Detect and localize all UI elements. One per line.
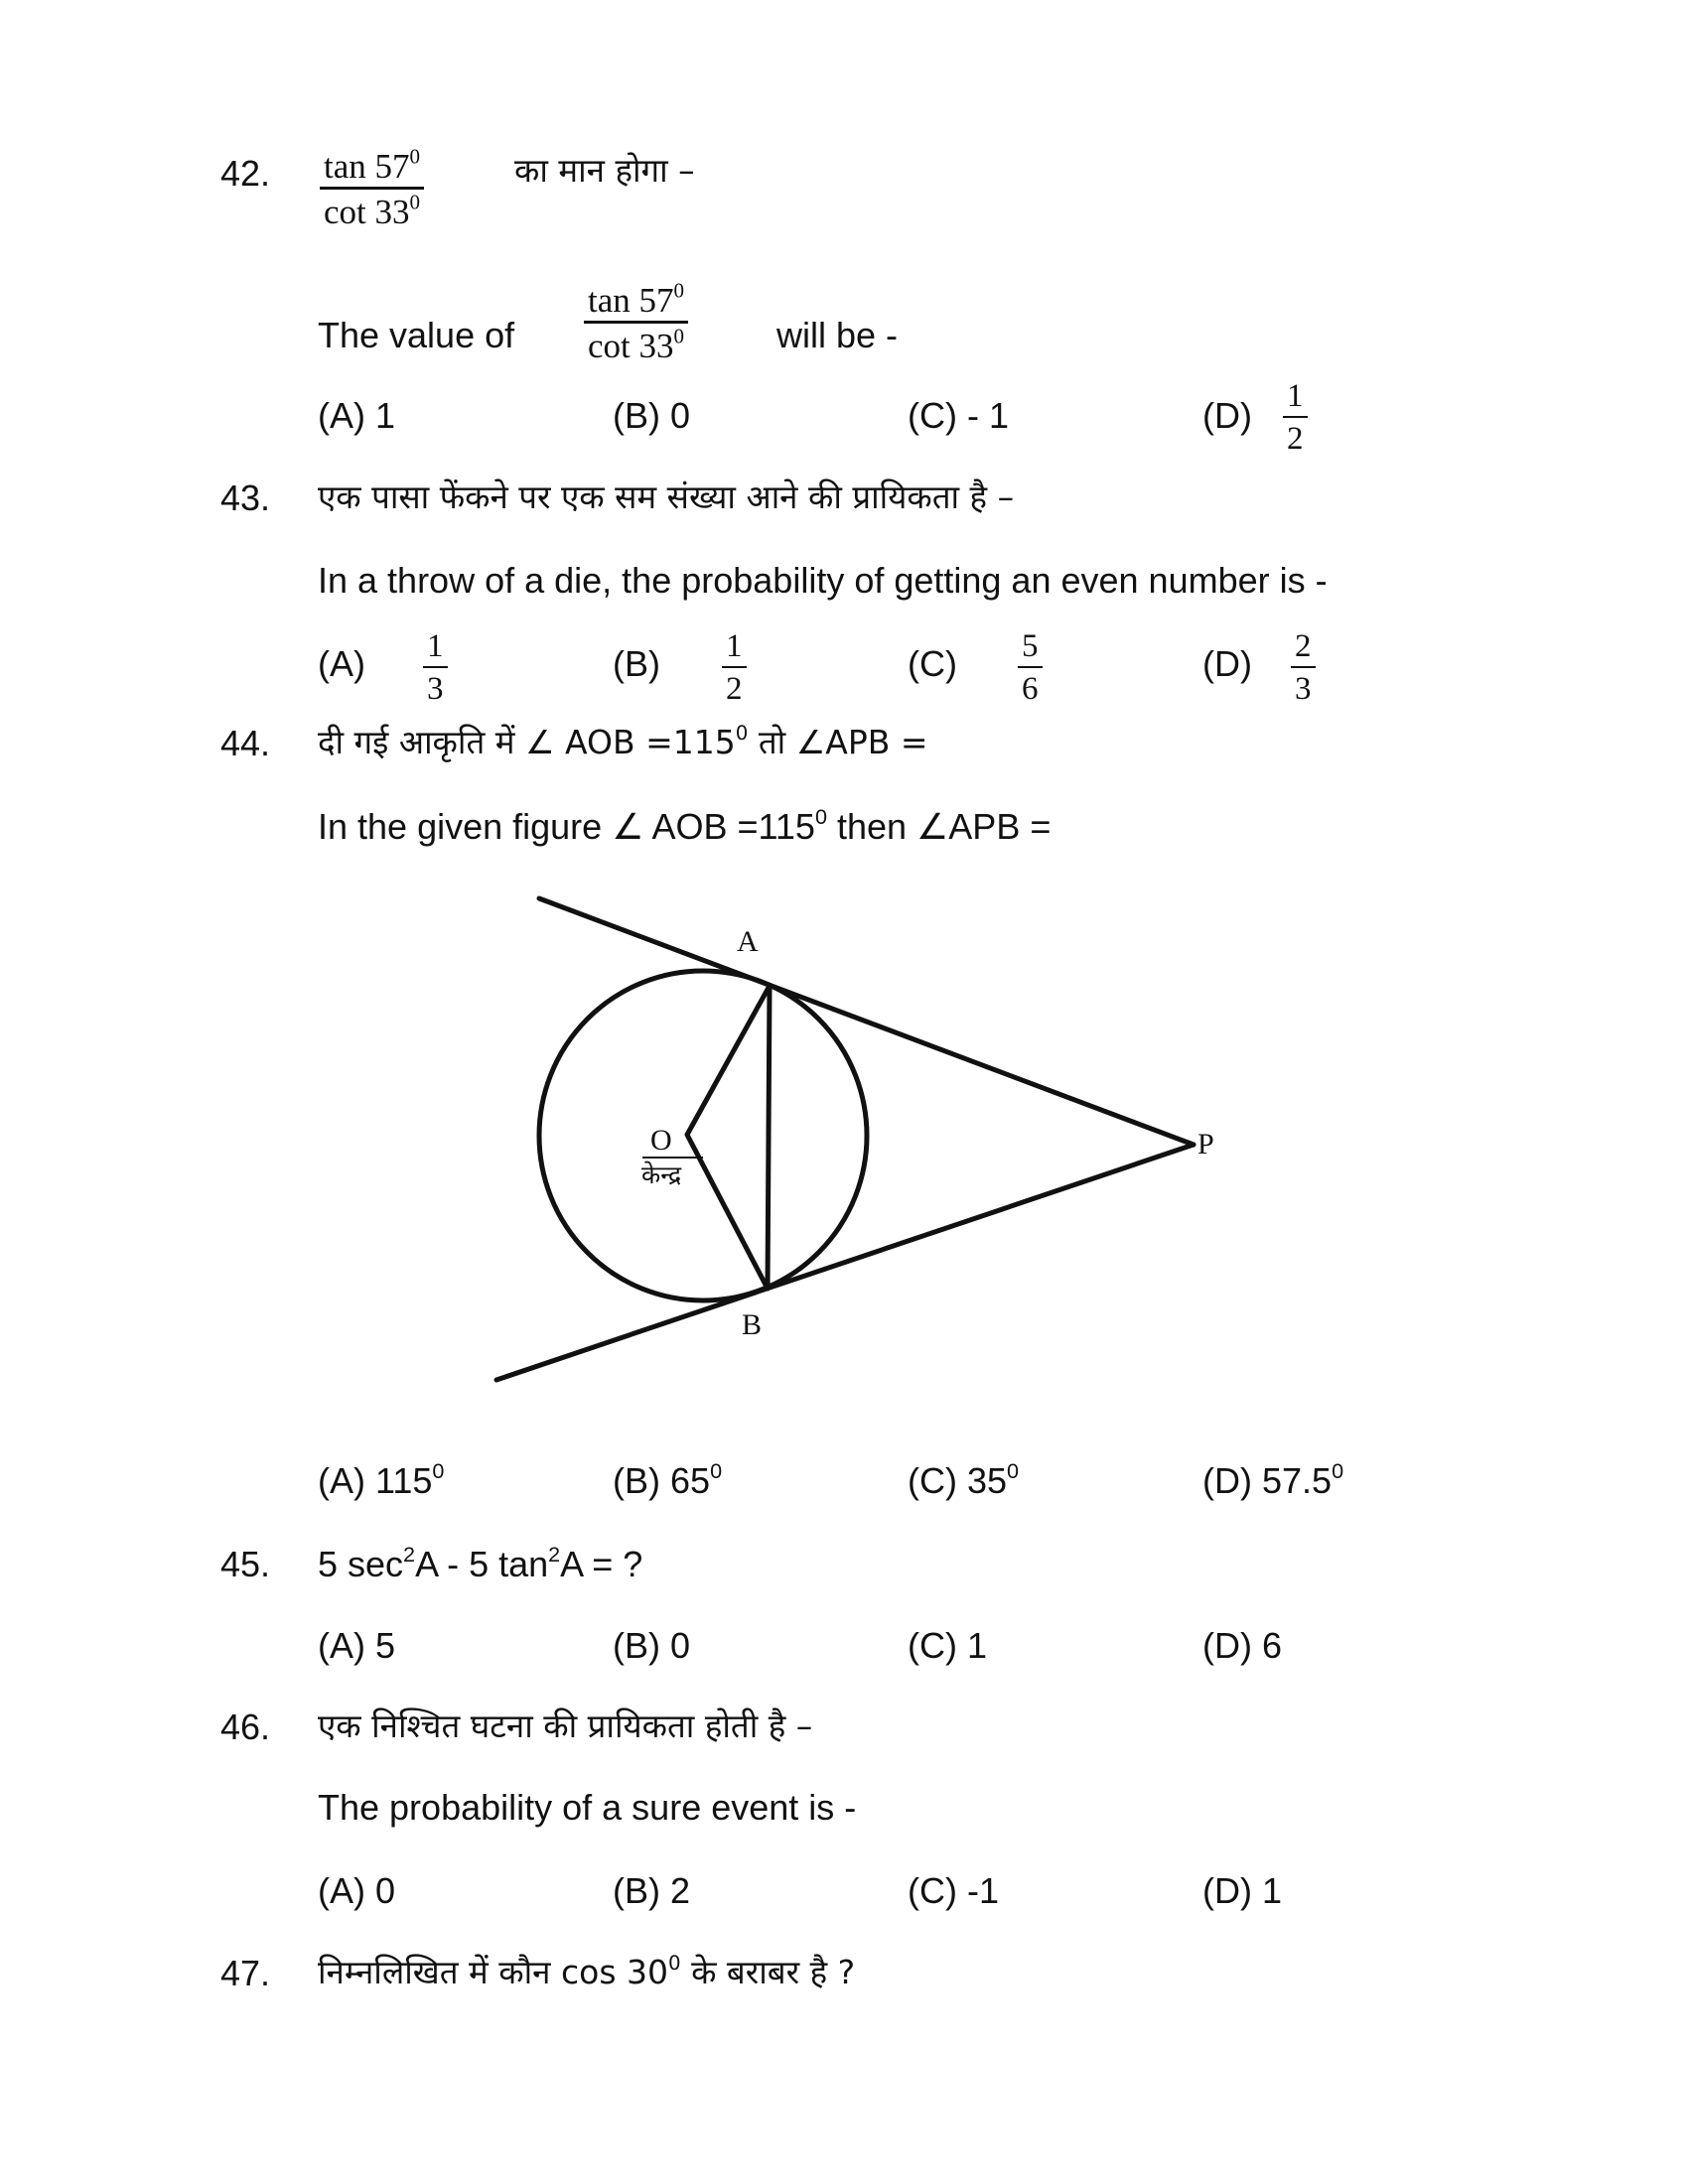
question-text-english-prefix: The value of [318,315,515,355]
question-text-hindi: एक निश्चित घटना की प्रायिकता होती है – [318,1706,813,1745]
question-number: 44. [220,723,271,763]
option-a[interactable]: (A) 1 [318,395,396,436]
option-a[interactable]: (A) 5 [318,1625,396,1666]
question-text-english: The probability of a sure event is - [318,1787,857,1828]
question-text-hindi: दी गई आकृति में ∠ AOB $=115^0$ तो ∠APB = [318,722,928,761]
question-text: 5 $\sec^2A - 5$ $\tan^2A$ = ? [318,1541,643,1584]
option-a-fraction: 1 3 [423,630,448,706]
radii-oa-ob [687,986,770,1289]
chord-ab [768,986,770,1289]
question-number: 42. [220,153,271,194]
option-c[interactable]: (C) $35^0$ [908,1457,1020,1501]
option-a[interactable]: (A) $115^0$ [318,1457,445,1501]
question-number: 45. [220,1544,271,1584]
option-d[interactable]: (D) [1202,395,1252,436]
question-text-english: In a throw of a die, the probability of getting an even number is - [318,560,1328,601]
option-d[interactable]: (D) 6 [1202,1625,1283,1666]
question-text-hindi: का मान होगा – [514,151,695,190]
option-d[interactable]: (D) 57.5$^0$ [1202,1457,1344,1501]
option-b[interactable]: (B) 0 [613,1625,691,1666]
tangent-circle-figure [477,864,1231,1400]
option-c[interactable]: (C) -1 [908,1870,1000,1911]
label-p: P [1197,1128,1214,1160]
question-text-hindi: एक पासा फेंकने पर एक सम संख्या आने की प्रायिकता है – [318,478,1015,516]
option-a[interactable]: (A) 0 [318,1870,396,1911]
figure-svg [477,864,1231,1400]
option-b[interactable]: (B) 0 [613,395,691,436]
option-c[interactable]: (C) - 1 [908,395,1010,436]
option-c[interactable]: (C) 1 [908,1625,988,1666]
option-d-fraction: 1 2 [1283,380,1308,456]
option-d-fraction: 2 3 [1291,630,1316,706]
option-d[interactable]: (D) [1202,643,1252,684]
option-b-fraction: 1 2 [722,630,747,706]
circle [539,971,867,1300]
question-text-english: In the given figure ∠ AOB $=115^0$ then ∠APB = [318,803,1052,847]
question-text-hindi: निम्नलिखित में कौन $\cos 30^0$ के बराबर है ? [318,1952,856,1991]
question-text-english-suffix: will be - [776,315,899,355]
label-o: O [650,1124,672,1157]
fraction-tan57-cot33-hindi: $\tan 57^0$ $\cot 33^0$ [320,149,424,229]
option-c-fraction: 5 6 [1018,630,1043,706]
label-b: B [742,1308,763,1341]
question-number: 47. [220,1953,271,1993]
option-c[interactable]: (C) [908,643,957,684]
option-a[interactable]: (A) [318,643,365,684]
option-b[interactable]: (B) 2 [613,1870,691,1911]
option-b[interactable]: (B) [613,643,660,684]
option-d[interactable]: (D) 1 [1202,1870,1283,1911]
question-number: 43. [220,478,271,518]
question-number: 46. [220,1706,271,1747]
option-b[interactable]: (B) $65^0$ [613,1457,723,1501]
label-a: A [737,925,759,958]
label-center: केन्द्र [641,1160,682,1189]
fraction-tan57-cot33-english: $\tan 57^0$ $\cot 33^0$ [584,283,688,363]
